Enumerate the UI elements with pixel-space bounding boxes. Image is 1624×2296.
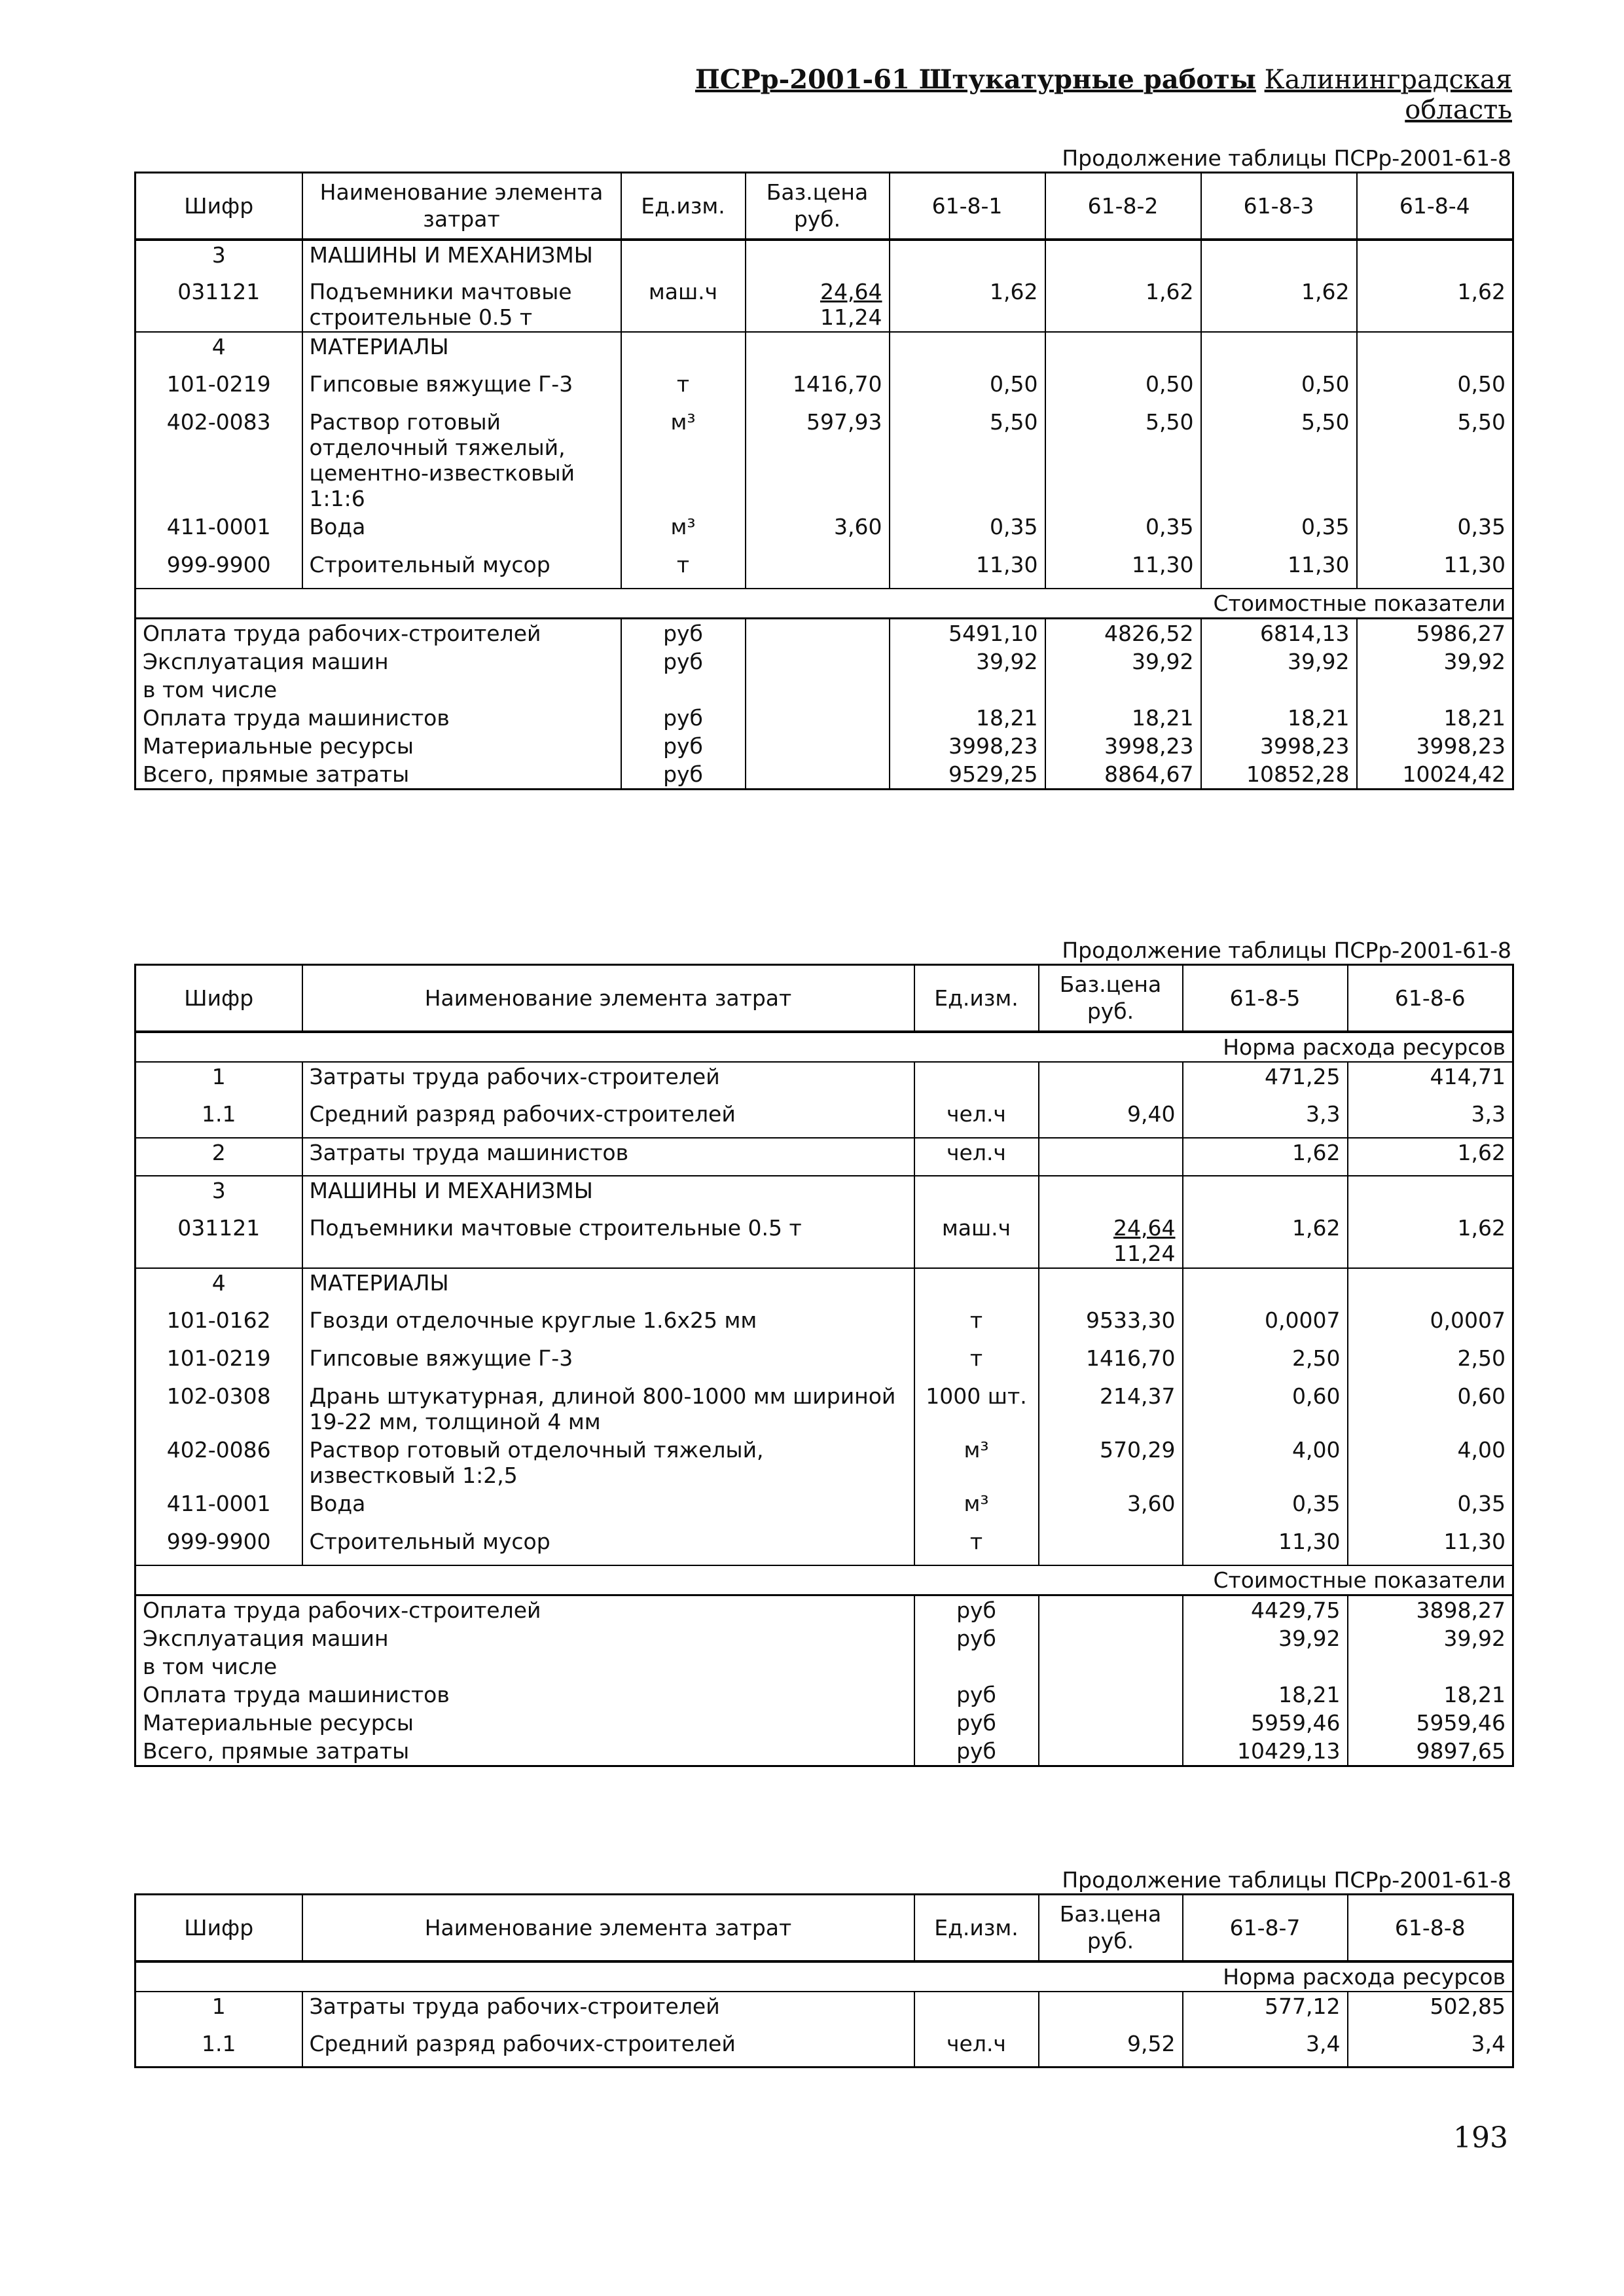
row-price: 597,93 [746,408,890,513]
cost-row [135,1709,1513,1737]
col-code: Шифр [135,1895,302,1961]
cost-price [746,732,890,760]
col-norm: 61-8-5 [1183,965,1348,1032]
row-unit [914,1992,1039,2030]
resource-table-1 [134,172,1514,790]
cost-label: Оплата труда машинистов [135,1681,914,1709]
row-value: 1,62 [1357,278,1513,332]
table-row [135,551,1513,589]
row-code: 101-0219 [135,370,302,408]
cost-value: 6814,13 [1201,618,1357,647]
page-number: 193 [1453,2121,1508,2155]
row-value: 0,35 [1357,513,1513,551]
row-name: Средний разряд рабочих-строителей [302,2030,914,2068]
table-header-row [135,173,1513,240]
header-region: Калининградская область [1264,65,1512,125]
row-code: 3 [135,240,302,278]
col-norm: 61-8-2 [1045,173,1201,240]
row-price: 9,40 [1039,1100,1183,1138]
cost-price [746,760,890,790]
row-value: 0,0007 [1348,1306,1513,1344]
row-value: 1,62 [1183,1214,1348,1268]
section-norm-label: Норма расхода ресурсов [135,1961,1513,1992]
continuation-label-2: Продолжение таблицы ПСРр-2001-61-8 [1062,938,1511,963]
table-row [135,1138,1513,1176]
row-price: 1416,70 [746,370,890,408]
col-code: Шифр [135,965,302,1032]
row-code: 999-9900 [135,551,302,589]
table-row [135,1306,1513,1344]
cost-value: 18,21 [1201,704,1357,732]
cost-value: 5986,27 [1357,618,1513,647]
row-value [1348,1176,1513,1214]
row-price: 3,60 [1039,1489,1183,1527]
row-name: МАШИНЫ И МЕХАНИЗМЫ [302,240,621,278]
row-value: 0,50 [890,370,1045,408]
col-norm: 61-8-7 [1183,1895,1348,1961]
row-unit: м³ [914,1489,1039,1527]
table-row [135,1062,1513,1100]
cost-value: 18,21 [890,704,1045,732]
row-unit: т [621,370,746,408]
cost-unit: руб [621,760,746,790]
row-value: 471,25 [1183,1062,1348,1100]
cost-label: Эксплуатация машин [135,1624,914,1652]
cost-label: Оплата труда рабочих-строителей [135,618,621,647]
row-value: 0,50 [1357,370,1513,408]
row-price-sub: 11,24 [1113,1240,1176,1266]
row-price [1039,1527,1183,1565]
table-row [135,1176,1513,1214]
section-cost-label: Стоимостные показатели [135,589,1513,619]
cost-value: 3898,27 [1348,1595,1513,1624]
cost-label: в том числе [135,676,621,704]
row-name: Затраты труда рабочих-строителей [302,1062,914,1100]
row-value: 1,62 [1348,1138,1513,1176]
cost-row [135,676,1513,704]
row-value: 1,62 [890,278,1045,332]
row-value [1183,1268,1348,1306]
row-value: 3,3 [1348,1100,1513,1138]
row-code: 4 [135,1268,302,1306]
cost-value: 39,92 [890,647,1045,676]
row-value: 0,60 [1183,1382,1348,1436]
cost-unit: руб [621,704,746,732]
row-code: 1 [135,1062,302,1100]
row-value: 11,30 [1357,551,1513,589]
cost-value: 9897,65 [1348,1737,1513,1766]
table-row [135,408,1513,513]
cost-value: 5491,10 [890,618,1045,647]
row-code: 031121 [135,278,302,332]
row-code: 102-0308 [135,1382,302,1436]
row-value: 5,50 [1357,408,1513,513]
col-unit: Ед.изм. [914,1895,1039,1961]
row-price [1039,1176,1183,1214]
cost-value: 8864,67 [1045,760,1201,790]
cost-row [135,704,1513,732]
col-unit: Ед.изм. [621,173,746,240]
cost-value: 39,92 [1357,647,1513,676]
row-code: 2 [135,1138,302,1176]
section-norm-row [135,1961,1513,1992]
row-name: МАТЕРИАЛЫ [302,332,621,370]
cost-unit: руб [621,618,746,647]
page-header [661,64,1512,125]
row-code: 4 [135,332,302,370]
cost-label: Материальные ресурсы [135,1709,914,1737]
row-unit [914,1268,1039,1306]
row-name: Строительный мусор [302,1527,914,1565]
row-value: 11,30 [1348,1527,1513,1565]
row-unit: т [914,1306,1039,1344]
row-price-main: 24,64 [820,278,882,304]
table-row [135,2030,1513,2068]
section-cost-row [135,589,1513,619]
row-value: 0,35 [1201,513,1357,551]
cost-value: 39,92 [1045,647,1201,676]
col-unit: Ед.изм. [914,965,1039,1032]
cost-row [135,1595,1513,1624]
cost-price [746,647,890,676]
row-name: Подъемники мачтовые строительные 0.5 т [302,278,621,332]
row-value: 0,35 [1183,1489,1348,1527]
cost-label: Всего, прямые затраты [135,760,621,790]
table-row [135,1214,1513,1268]
cost-value: 18,21 [1348,1681,1513,1709]
cost-price [1039,1624,1183,1652]
row-value: 11,30 [1183,1527,1348,1565]
row-price-sub: 11,24 [820,304,882,330]
continuation-label-3: Продолжение таблицы ПСРр-2001-61-8 [1062,1867,1511,1893]
row-price [746,278,890,332]
cost-value: 10852,28 [1201,760,1357,790]
row-unit [914,1176,1039,1214]
row-name: Вода [302,513,621,551]
row-value: 0,35 [1045,513,1201,551]
row-name: Раствор готовый отделочный тяжелый, цементно-известковый 1:1:6 [302,408,621,513]
row-value: 1,62 [1045,278,1201,332]
row-unit: м³ [621,513,746,551]
row-value: 2,50 [1183,1344,1348,1382]
cost-value: 4429,75 [1183,1595,1348,1624]
cost-unit [621,676,746,704]
cost-value: 5959,46 [1348,1709,1513,1737]
table-row [135,1489,1513,1527]
row-value: 0,50 [1201,370,1357,408]
row-value: 1,62 [1183,1138,1348,1176]
row-unit: т [914,1527,1039,1565]
cost-price [1039,1681,1183,1709]
row-value [1201,240,1357,278]
row-unit: чел.ч [914,1138,1039,1176]
row-name: Гвозди отделочные круглые 1.6х25 мм [302,1306,914,1344]
row-name: МАШИНЫ И МЕХАНИЗМЫ [302,1176,914,1214]
row-value [1348,1268,1513,1306]
col-price: Баз.цена руб. [746,173,890,240]
cost-unit: руб [914,1709,1039,1737]
row-value: 0,35 [890,513,1045,551]
row-price [746,240,890,278]
resource-table-3 [134,1893,1514,2068]
cost-row [135,760,1513,790]
row-unit [914,1062,1039,1100]
row-price: 3,60 [746,513,890,551]
cost-label: в том числе [135,1652,914,1681]
row-code: 101-0219 [135,1344,302,1382]
cost-label: Оплата труда рабочих-строителей [135,1595,914,1624]
cost-row [135,732,1513,760]
cost-value: 3998,23 [890,732,1045,760]
cost-value: 10429,13 [1183,1737,1348,1766]
row-value [1357,332,1513,370]
row-code: 101-0162 [135,1306,302,1344]
row-unit: т [621,551,746,589]
cost-value: 18,21 [1183,1681,1348,1709]
row-name: Раствор готовый отделочный тяжелый, известковый 1:2,5 [302,1436,914,1489]
table-row [135,1436,1513,1489]
col-norm: 61-8-4 [1357,173,1513,240]
cost-row [135,647,1513,676]
cost-label: Материальные ресурсы [135,732,621,760]
row-code: 402-0086 [135,1436,302,1489]
row-value: 11,30 [1045,551,1201,589]
col-code: Шифр [135,173,302,240]
row-code: 411-0001 [135,513,302,551]
col-norm: 61-8-3 [1201,173,1357,240]
row-price [1039,1062,1183,1100]
cost-value: 4826,52 [1045,618,1201,647]
table-row [135,1344,1513,1382]
cost-row [135,618,1513,647]
row-value: 11,30 [890,551,1045,589]
row-code: 1.1 [135,2030,302,2068]
row-value [1201,332,1357,370]
cost-value: 39,92 [1183,1624,1348,1652]
row-unit: т [914,1344,1039,1382]
section-cost-row [135,1565,1513,1595]
row-code: 999-9900 [135,1527,302,1565]
row-unit: чел.ч [914,2030,1039,2068]
row-unit: м³ [621,408,746,513]
row-unit: маш.ч [621,278,746,332]
row-value [1183,1176,1348,1214]
cost-price [1039,1709,1183,1737]
col-name: Наименование элемента затрат [302,965,914,1032]
row-price: 9,52 [1039,2030,1183,2068]
col-price: Баз.цена руб. [1039,965,1183,1032]
row-price [1039,1138,1183,1176]
col-norm: 61-8-8 [1348,1895,1513,1961]
row-value [1045,240,1201,278]
row-name: Гипсовые вяжущие Г-3 [302,370,621,408]
cost-row [135,1652,1513,1681]
row-name: Дрань штукатурная, длиной 800-1000 мм шириной 19-22 мм, толщиной 4 мм [302,1382,914,1436]
row-unit [621,240,746,278]
row-value: 5,50 [1045,408,1201,513]
cost-unit: руб [621,732,746,760]
row-name: МАТЕРИАЛЫ [302,1268,914,1306]
cost-row [135,1737,1513,1766]
section-cost-label: Стоимостные показатели [135,1565,1513,1595]
cost-price [746,704,890,732]
cost-row [135,1681,1513,1709]
cost-value: 39,92 [1348,1624,1513,1652]
continuation-label-1: Продолжение таблицы ПСРр-2001-61-8 [1062,145,1511,171]
row-value: 3,4 [1348,2030,1513,2068]
cost-value [1348,1652,1513,1681]
cost-unit: руб [621,647,746,676]
row-price [746,551,890,589]
col-norm: 61-8-6 [1348,965,1513,1032]
table-row [135,513,1513,551]
cost-unit: руб [914,1737,1039,1766]
cost-value: 18,21 [1357,704,1513,732]
cost-value [1201,676,1357,704]
row-price: 214,37 [1039,1382,1183,1436]
row-value: 502,85 [1348,1992,1513,2030]
cost-value: 39,92 [1201,647,1357,676]
cost-unit [914,1652,1039,1681]
table-row [135,370,1513,408]
row-price: 9533,30 [1039,1306,1183,1344]
row-unit: м³ [914,1436,1039,1489]
cost-price [1039,1737,1183,1766]
cost-price [746,618,890,647]
row-value: 577,12 [1183,1992,1348,2030]
row-unit: 1000 шт. [914,1382,1039,1436]
cost-value: 9529,25 [890,760,1045,790]
cost-row [135,1624,1513,1652]
col-name: Наименование элемента затрат [302,1895,914,1961]
cost-unit: руб [914,1681,1039,1709]
row-name: Вода [302,1489,914,1527]
table-row [135,1382,1513,1436]
cost-price [1039,1652,1183,1681]
cost-label: Всего, прямые затраты [135,1737,914,1766]
row-value: 3,4 [1183,2030,1348,2068]
table-row [135,332,1513,370]
row-value: 0,35 [1348,1489,1513,1527]
row-value: 1,62 [1201,278,1357,332]
row-name: Затраты труда машинистов [302,1138,914,1176]
col-name: Наименование элемента затрат [302,173,621,240]
cost-label: Эксплуатация машин [135,647,621,676]
row-name: Подъемники мачтовые строительные 0.5 т [302,1214,914,1268]
row-price [1039,1992,1183,2030]
row-value [1357,240,1513,278]
section-norm-row [135,1032,1513,1062]
row-value: 4,00 [1183,1436,1348,1489]
row-price [746,332,890,370]
cost-value [1183,1652,1348,1681]
row-value: 2,50 [1348,1344,1513,1382]
row-code: 3 [135,1176,302,1214]
row-value [1045,332,1201,370]
table-row [135,240,1513,278]
row-unit [621,332,746,370]
row-code: 1 [135,1992,302,2030]
section-norm-label: Норма расхода ресурсов [135,1032,1513,1062]
row-price: 570,29 [1039,1436,1183,1489]
row-value: 0,60 [1348,1382,1513,1436]
col-norm: 61-8-1 [890,173,1045,240]
cost-value: 3998,23 [1201,732,1357,760]
row-name: Строительный мусор [302,551,621,589]
row-value: 4,00 [1348,1436,1513,1489]
cost-value: 18,21 [1045,704,1201,732]
row-value: 5,50 [1201,408,1357,513]
table-header-row [135,1895,1513,1961]
row-value: 3,3 [1183,1100,1348,1138]
cost-value: 5959,46 [1183,1709,1348,1737]
row-price [1039,1214,1183,1268]
cost-value [1357,676,1513,704]
cost-value: 3998,23 [1357,732,1513,760]
row-value: 5,50 [890,408,1045,513]
row-price-main: 24,64 [1113,1214,1176,1241]
cost-value [890,676,1045,704]
cost-value [1045,676,1201,704]
resource-table-2 [134,964,1514,1767]
row-value: 0,0007 [1183,1306,1348,1344]
row-value: 11,30 [1201,551,1357,589]
cost-value: 3998,23 [1045,732,1201,760]
row-unit: чел.ч [914,1100,1039,1138]
row-unit: маш.ч [914,1214,1039,1268]
cost-unit: руб [914,1595,1039,1624]
header-code-title: ПСРр-2001-61 Штукатурные работы [695,64,1256,95]
row-value [890,332,1045,370]
row-code: 411-0001 [135,1489,302,1527]
cost-unit: руб [914,1624,1039,1652]
table-row [135,278,1513,332]
row-price: 1416,70 [1039,1344,1183,1382]
row-value: 0,50 [1045,370,1201,408]
table-header-row [135,965,1513,1032]
row-code: 031121 [135,1214,302,1268]
cost-price [746,676,890,704]
row-name: Гипсовые вяжущие Г-3 [302,1344,914,1382]
table-row [135,1992,1513,2030]
table-row [135,1100,1513,1138]
table-row [135,1527,1513,1565]
row-value: 414,71 [1348,1062,1513,1100]
cost-value: 10024,42 [1357,760,1513,790]
row-code: 402-0083 [135,408,302,513]
row-price [1039,1268,1183,1306]
table-row [135,1268,1513,1306]
row-name: Затраты труда рабочих-строителей [302,1992,914,2030]
row-value [890,240,1045,278]
col-price: Баз.цена руб. [1039,1895,1183,1961]
row-code: 1.1 [135,1100,302,1138]
cost-price [1039,1595,1183,1624]
cost-label: Оплата труда машинистов [135,704,621,732]
row-value: 1,62 [1348,1214,1513,1268]
row-name: Средний разряд рабочих-строителей [302,1100,914,1138]
